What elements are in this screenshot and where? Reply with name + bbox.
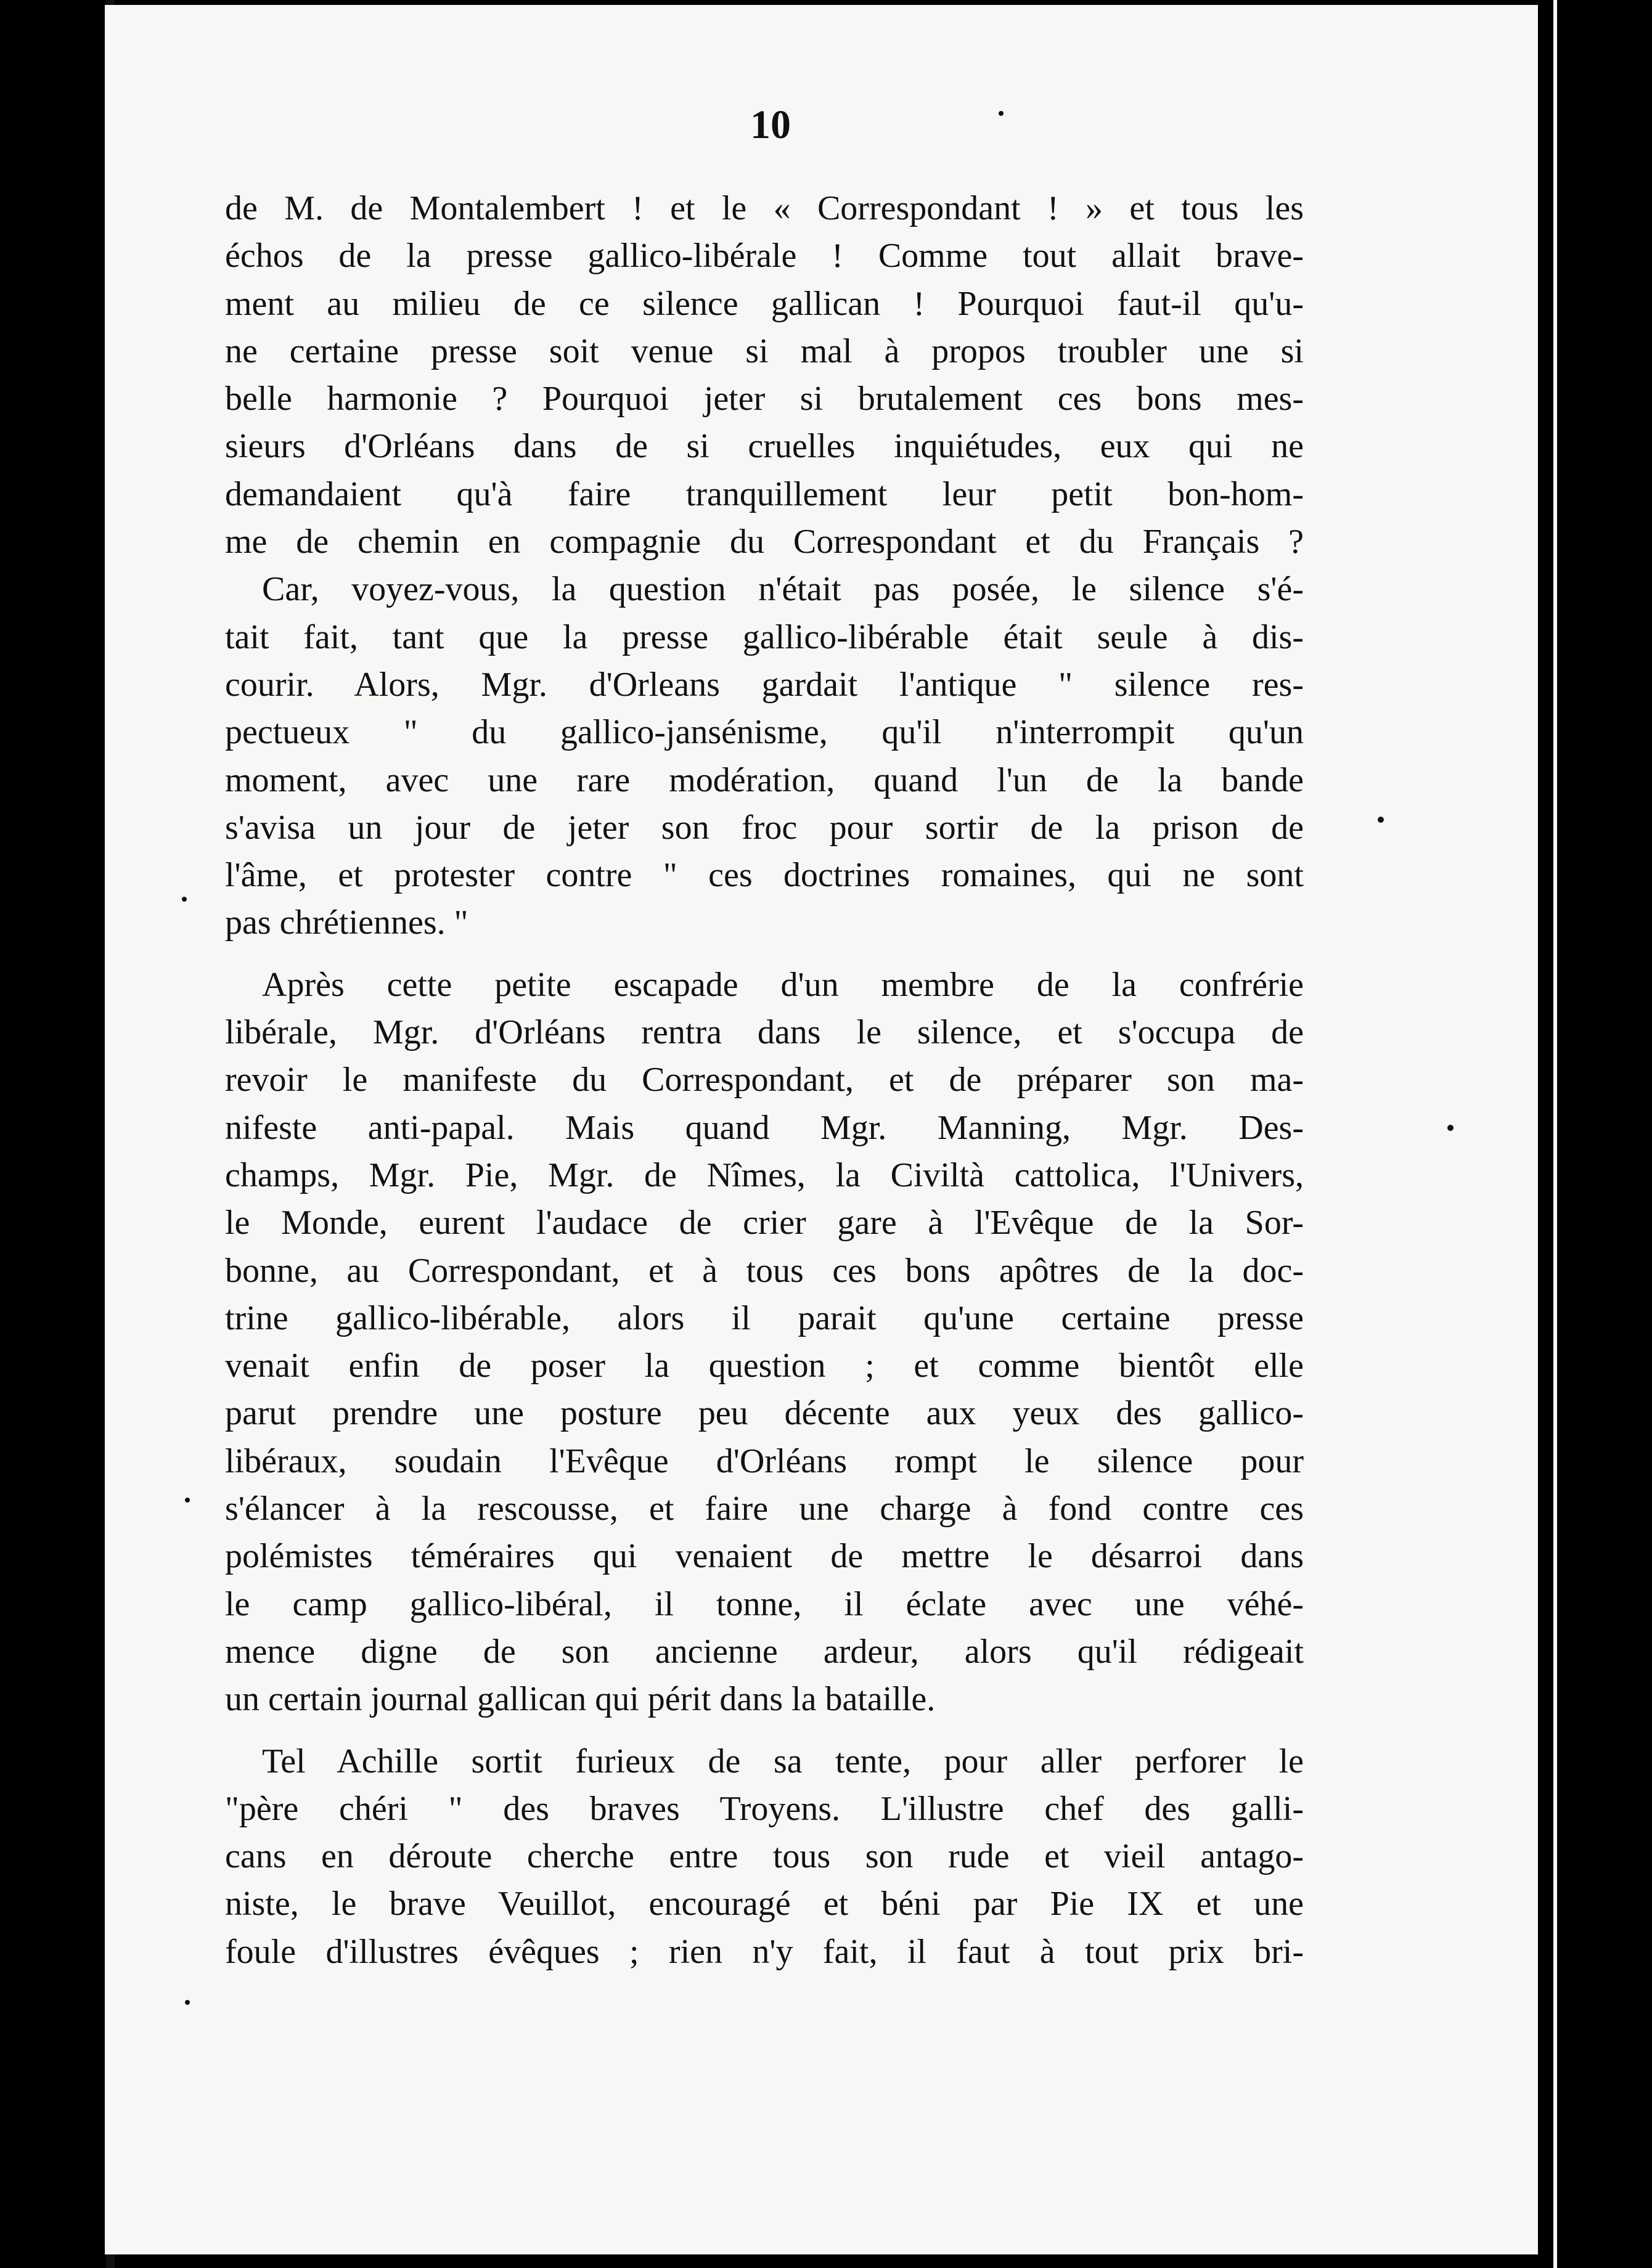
scan-speck — [182, 897, 187, 902]
text-line: cans en déroute cherche entre tous son rude et vieil antago- — [225, 1837, 1304, 1876]
text-line: courir. Alors, Mgr. d'Orleans gardait l'antique " silence res- — [225, 665, 1304, 704]
text-line: belle harmonie ? Pourquoi jeter si brutalement ces bons mes- — [225, 380, 1304, 418]
text-line: échos de la presse gallico-libérale ! Comme tout allait brave- — [225, 237, 1304, 275]
paragraph-1 — [225, 185, 1304, 566]
text-line: s'avisa un jour de jeter son froc pour sortir de la prison de — [225, 808, 1304, 847]
text-line: trine gallico-libérable, alors il parait qu'une certaine presse — [225, 1299, 1304, 1337]
paragraph-gap — [225, 1724, 1304, 1738]
text-line: Car, voyez-vous, la question n'était pas posée, le silence s'é- — [262, 570, 1304, 609]
scan-speck — [1378, 817, 1384, 823]
text-line: tait fait, tant que la presse gallico-libérable était seule à dis- — [225, 618, 1304, 656]
paragraph-2 — [225, 566, 1304, 947]
text-line: libéraux, soudain l'Evêque d'Orléans rompt le silence pour — [225, 1442, 1304, 1480]
text-line: moment, avec une rare modération, quand l'un de la bande — [225, 761, 1304, 799]
text-line: revoir le manifeste du Correspondant, et de préparer son ma- — [225, 1061, 1304, 1099]
text-line: bonne, au Correspondant, et à tous ces bons apôtres de la doc- — [225, 1251, 1304, 1290]
text-line: mence digne de son ancienne ardeur, alors qu'il rédigeait — [225, 1632, 1304, 1671]
text-line: pas chrétiennes. " — [225, 904, 468, 942]
scan-speck — [185, 2000, 190, 2005]
page-number: 10 — [750, 102, 791, 147]
body-text — [225, 185, 1304, 1976]
text-line: s'élancer à la rescousse, et faire une charge à fond contre ces — [225, 1490, 1304, 1528]
text-line: Tel Achille sortit furieux de sa tente, pour aller perforer le — [262, 1742, 1304, 1781]
text-line: polémistes téméraires qui venaient de mettre le désarroi dans — [225, 1537, 1304, 1576]
text-line: foule d'illustres évêques ; rien n'y fait, il faut à tout prix bri- — [225, 1932, 1304, 1971]
paragraph-gap — [225, 947, 1304, 961]
text-line: nifeste anti-papal. Mais quand Mgr. Manning, Mgr. Des- — [225, 1108, 1304, 1147]
text-line: venait enfin de poser la question ; et comme bientôt elle — [225, 1347, 1304, 1385]
text-line: le Monde, eurent l'audace de crier gare à l'Evêque de la Sor- — [225, 1204, 1304, 1242]
text-line: parut prendre une posture peu décente aux yeux des gallico- — [225, 1394, 1304, 1433]
text-line: un certain journal gallican qui périt dans la bataille. — [225, 1680, 936, 1719]
text-line: niste, le brave Veuillot, encouragé et béni par Pie IX et une — [225, 1885, 1304, 1923]
text-line: libérale, Mgr. d'Orléans rentra dans le silence, et s'occupa de — [225, 1013, 1304, 1052]
text-line: de M. de Montalembert ! et le « Correspondant ! » et tous les — [225, 189, 1304, 227]
text-line: pectueux " du gallico-jansénisme, qu'il n'interrompit qu'un — [225, 713, 1304, 752]
scan-right-rule — [1553, 0, 1557, 2268]
text-line: champs, Mgr. Pie, Mgr. de Nîmes, la Civiltà cattolica, l'Univers, — [225, 1156, 1304, 1194]
scan-speck — [1447, 1125, 1454, 1131]
scan-speck — [185, 1498, 190, 1503]
text-line: l'âme, et protester contre " ces doctrines romaines, qui ne sont — [225, 856, 1304, 895]
text-line: Après cette petite escapade d'un membre de la confrérie — [262, 965, 1304, 1004]
text-line: le camp gallico-libéral, il tonne, il éclate avec une véhé- — [225, 1585, 1304, 1623]
paragraph-3 — [225, 961, 1304, 1724]
text-line: ment au milieu de ce silence gallican ! Pourquoi faut-il qu'u- — [225, 284, 1304, 323]
scan-speck — [999, 111, 1004, 116]
text-line: me de chemin en compagnie du Correspondant et du Français ? — [225, 523, 1304, 561]
text-line: ne certaine presse soit venue si mal à propos troubler une si — [225, 332, 1304, 370]
text-line: sieurs d'Orléans dans de si cruelles inquiétudes, eux qui ne — [225, 427, 1304, 466]
text-line: "père chéri " des braves Troyens. L'illustre chef des galli- — [225, 1789, 1304, 1828]
paragraph-4 — [225, 1738, 1304, 1976]
text-line: demandaient qu'à faire tranquillement leur petit bon-hom- — [225, 475, 1304, 513]
